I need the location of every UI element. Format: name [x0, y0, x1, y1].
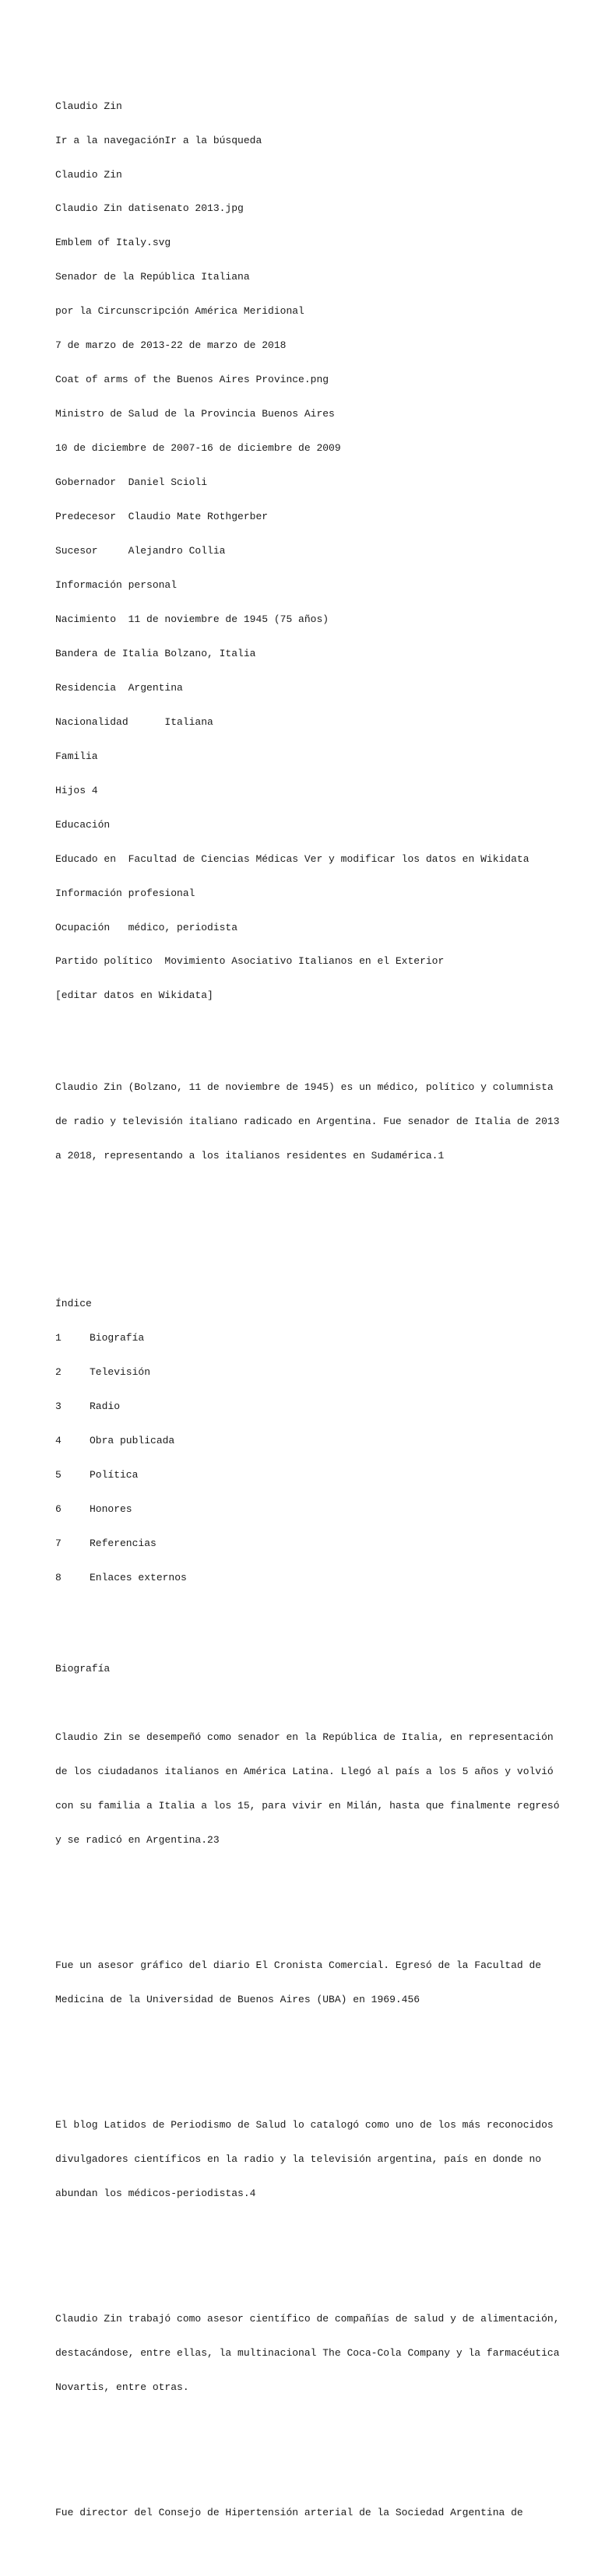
office-constituency: por la Circunscripción América Meridional [55, 305, 304, 318]
toc-item[interactable] [55, 1436, 554, 1447]
infobox-section-education: Educación [55, 818, 111, 831]
page-title: Claudio Zin [55, 100, 122, 112]
infobox-section-professional: Información profesional [55, 887, 195, 899]
infobox-nationality: Nacionalidad Italiana [55, 715, 213, 728]
infobox-successor: Sucesor Alejandro Collia [55, 545, 226, 557]
office-minister-term: 10 de diciembre de 2007-16 de diciembre de 2009 [55, 442, 341, 455]
paragraph-line: Claudio Zin trabajó como asesor científico de compañías de salud y de alimentación, [55, 2313, 560, 2325]
office-senator: Senador de la República Italiana [55, 271, 250, 283]
bio-paragraph [55, 1710, 560, 1869]
paragraph-line: divulgadores científicos en la radio y la televisión argentina, país en donde no [55, 2153, 542, 2165]
paragraph-line: Fue un asesor gráfico del diario El Cronista Comercial. Egresó de la Facultad de [55, 1959, 542, 1971]
bio-paragraph [55, 2291, 560, 2416]
spacer [55, 2245, 554, 2257]
intro-line: a 2018, representando a los italianos residentes en Sudamérica.1 [55, 1149, 445, 1161]
toc-number: 8 [55, 1571, 62, 1583]
toc-item[interactable] [55, 1538, 554, 1550]
toc-item[interactable] [55, 1470, 554, 1481]
intro-paragraph [55, 1059, 560, 1184]
skip-links: Ir a la navegaciónIr a la búsqueda [55, 134, 262, 146]
toc-number: 2 [55, 1365, 62, 1378]
office-minister: Ministro de Salud de la Provincia Buenos Aires [55, 408, 335, 420]
paragraph-line: destacándose, entre ellas, la multinacional The Coca-Cola Company y la farmacéutica [55, 2347, 560, 2360]
bio-paragraph [55, 1938, 554, 2029]
edit-wikidata-link[interactable]: [editar datos en Wikidata] [55, 989, 213, 1002]
infobox-section-personal: Información personal [55, 578, 178, 591]
paragraph-line: con su familia a Italia a los 15, para vivir en Milán, hasta que finalmente regresó [55, 1799, 560, 1812]
toc-label: Referencias [90, 1537, 157, 1549]
bio-paragraph [55, 2097, 554, 2223]
toc-label: Televisión [90, 1365, 151, 1378]
infobox-occupation: Ocupación médico, periodista [55, 921, 238, 933]
spacer [55, 1218, 554, 1241]
infobox-title: Claudio Zin [55, 168, 122, 181]
toc-label: Honores [90, 1502, 132, 1515]
paragraph-line: Novartis, entre otras. [55, 2381, 189, 2394]
intro-line: Claudio Zin (Bolzano, 11 de noviembre de 1945) es un médico, político y columnista [55, 1081, 554, 1093]
toc-label: Enlaces externos [90, 1571, 187, 1583]
paragraph-line: y se radicó en Argentina.23 [55, 1833, 220, 1846]
bio-paragraph [55, 2485, 554, 2542]
spacer [55, 2051, 554, 2063]
portrait-image-caption: Claudio Zin datisenato 2013.jpg [55, 202, 244, 215]
infobox [55, 78, 554, 1024]
emblem-image-caption: Emblem of Italy.svg [55, 237, 171, 249]
toc-item[interactable] [55, 1573, 554, 1584]
infobox-children: Hijos 4 [55, 784, 98, 796]
office-senator-term: 7 de marzo de 2013-22 de marzo de 2018 [55, 339, 287, 352]
intro-line: de radio y televisión italiano radicado en Argentina. Fue senador de Italia de 2013 [55, 1115, 560, 1127]
toc-item[interactable] [55, 1333, 554, 1344]
toc-number: 5 [55, 1468, 62, 1481]
toc-number: 3 [55, 1400, 62, 1412]
toc-number: 1 [55, 1332, 62, 1344]
section-biografia [55, 1641, 560, 2565]
toc-label: Biografía [90, 1332, 145, 1344]
toc-label: Obra publicada [90, 1434, 175, 1446]
paragraph-line: Fue director del Consejo de Hipertensión arterial de la Sociedad Argentina de [55, 2507, 523, 2519]
infobox-educated-at: Educado en Facultad de Ciencias Médicas Ver y modificar los datos en Wikidata [55, 852, 529, 865]
infobox-predecessor: Predecesor Claudio Mate Rothgerber [55, 511, 269, 523]
paragraph-line: de los ciudadanos italianos en América Latina. Llegó al país a los 5 años y volvió [55, 1765, 554, 1777]
toc-title: Índice [55, 1298, 92, 1310]
coat-of-arms-caption: Coat of arms of the Buenos Aires Province.png [55, 374, 329, 386]
paragraph-line: El blog Latidos de Periodismo de Salud lo catalogó como uno de los más reconocidos [55, 2119, 554, 2131]
infobox-birth: Nacimiento 11 de noviembre de 1945 (75 años) [55, 613, 329, 625]
spacer [55, 2439, 554, 2451]
document-body [55, 55, 560, 2576]
toc-item[interactable] [55, 1367, 554, 1379]
toc-label: Política [90, 1468, 139, 1481]
section-heading: Biografía [55, 1662, 111, 1675]
paragraph-line: Claudio Zin se desempeñó como senador en la República de Italia, en representación [55, 1731, 554, 1743]
toc-number: 7 [55, 1537, 62, 1549]
infobox-governor: Gobernador Daniel Scioli [55, 476, 208, 489]
infobox-party: Partido político Movimiento Asociativo Italianos en el Exterior [55, 955, 445, 968]
table-of-contents [55, 1276, 554, 1607]
toc-item[interactable] [55, 1504, 554, 1516]
toc-label: Radio [90, 1400, 121, 1412]
toc-number: 6 [55, 1502, 62, 1515]
toc-number: 4 [55, 1434, 62, 1446]
infobox-section-family: Familia [55, 750, 98, 762]
infobox-residence: Residencia Argentina [55, 681, 183, 694]
spacer [55, 1892, 554, 1903]
paragraph-line: Medicina de la Universidad de Buenos Aires (UBA) en 1969.456 [55, 1993, 420, 2005]
infobox-birthplace: Bandera de Italia Bolzano, Italia [55, 647, 256, 659]
toc-item[interactable] [55, 1401, 554, 1413]
paragraph-line: abundan los médicos-periodistas.4 [55, 2187, 256, 2199]
